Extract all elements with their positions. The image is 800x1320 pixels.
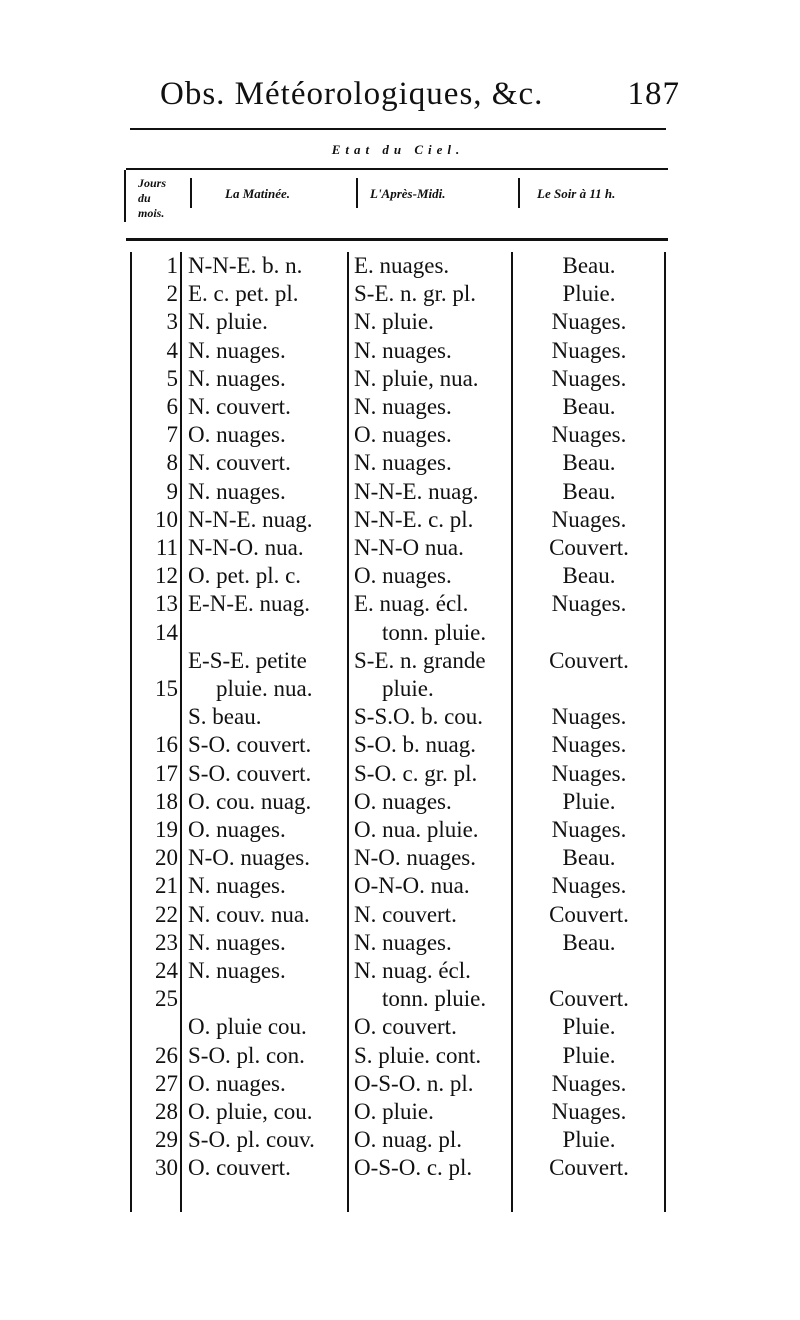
matinee-cell: pluie. nua. [216, 676, 313, 701]
header-divider [518, 178, 520, 208]
table-row [130, 478, 664, 506]
day-cell: 2 [166, 281, 178, 307]
day-cell: 20 [155, 845, 178, 871]
soir-cell: Pluie. [562, 1014, 616, 1040]
apres-midi-cell: E. nuag. écl. [354, 591, 469, 617]
apres-midi-cell: N. nuages. [354, 450, 452, 476]
matinee-cell: S-O. pl. couv. [188, 1127, 315, 1153]
day-cell: 28 [155, 1099, 178, 1124]
matinee-cell: N. pluie. [188, 309, 268, 335]
table-row [130, 675, 664, 703]
day-cell: 10 [155, 506, 178, 532]
table-row [130, 1154, 664, 1182]
matinee-cell: N-N-E. b. n. [188, 253, 303, 278]
matinee-cell: N. couvert. [188, 450, 291, 476]
soir-cell: Beau. [562, 253, 616, 278]
apres-midi-cell: N. nuages. [354, 929, 452, 955]
soir-cell: Nuages. [551, 365, 627, 391]
day-cell: 17 [155, 760, 178, 786]
apres-midi-cell: N-N-E. nuag. [354, 478, 479, 504]
table-row [130, 957, 664, 985]
soir-cell: Couvert. [549, 647, 629, 673]
matinee-cell: E-N-E. nuag. [188, 591, 310, 617]
matinee-cell: N. couvert. [188, 394, 291, 419]
table-row [130, 816, 664, 844]
day-cell: 16 [155, 732, 178, 758]
day-cell: 15 [155, 676, 178, 701]
matinee-cell: N. nuages. [188, 958, 286, 983]
soir-cell: Pluie. [562, 1127, 616, 1153]
day-cell: 27 [155, 1070, 178, 1096]
day-cell: 29 [155, 1127, 178, 1153]
table-row [130, 308, 664, 336]
apres-midi-cell: N. nuag. écl. [354, 958, 471, 983]
apres-midi-cell: O. nuages. [354, 422, 452, 448]
day-cell: 12 [155, 563, 178, 589]
table-row [130, 1042, 664, 1070]
column-header-jours: Jours du mois. [138, 176, 167, 220]
apres-midi-cell: N-O. nuages. [354, 845, 476, 871]
day-cell: 24 [155, 958, 178, 983]
table-row [130, 590, 664, 618]
apres-midi-cell: O. nuages. [354, 563, 452, 589]
soir-cell: Pluie. [562, 281, 616, 307]
table-row [130, 760, 664, 788]
soir-cell: Pluie. [562, 1042, 616, 1068]
day-cell: 30 [155, 1155, 178, 1181]
apres-midi-cell: O-S-O. c. pl. [354, 1155, 473, 1181]
day-cell: 22 [155, 901, 178, 927]
day-cell: 4 [166, 337, 178, 363]
apres-midi-cell: pluie. [382, 676, 434, 701]
apres-midi-cell: S-E. n. grande [354, 647, 486, 673]
matinee-cell: N. nuages. [188, 873, 286, 899]
header-divider [356, 178, 358, 208]
day-cell: 11 [155, 535, 178, 560]
soir-cell: Nuages. [551, 760, 627, 786]
apres-midi-cell: tonn. pluie. [382, 619, 487, 645]
apres-midi-cell: S-S.O. b. cou. [354, 704, 484, 730]
apres-midi-cell: N. couvert. [354, 901, 457, 927]
soir-cell: Nuages. [551, 1099, 627, 1124]
matinee-cell: N. couv. nua. [188, 901, 310, 927]
matinee-cell: N-N-E. nuag. [188, 506, 313, 532]
apres-midi-cell: N. nuages. [354, 394, 452, 419]
matinee-cell: O. couvert. [188, 1155, 291, 1181]
day-cell: 3 [166, 309, 178, 335]
soir-cell: Beau. [562, 394, 616, 419]
soir-cell: Nuages. [551, 309, 627, 335]
apres-midi-cell: O. nuag. pl. [354, 1127, 462, 1153]
soir-cell: Nuages. [551, 704, 627, 730]
table-row [130, 1013, 664, 1041]
apres-midi-cell: N. pluie. [354, 309, 434, 335]
soir-cell: Nuages. [551, 817, 627, 842]
apres-midi-cell: O. nuages. [354, 788, 452, 814]
page-number: 187 [627, 76, 680, 112]
table-row [130, 647, 664, 675]
apres-midi-cell: N. nuages. [354, 337, 452, 363]
section-title: Etat du Ciel. [331, 142, 465, 157]
matinee-cell: O. nuages. [188, 817, 286, 842]
matinee-cell: S. beau. [188, 704, 262, 730]
day-cell: 14 [155, 619, 178, 645]
matinee-cell: O. pet. pl. c. [188, 563, 302, 589]
table-row [130, 337, 664, 365]
table-row [130, 365, 664, 393]
apres-midi-cell: O. couvert. [354, 1014, 457, 1040]
table-row [130, 788, 664, 816]
header-rule-top [126, 168, 668, 170]
soir-cell: Nuages. [551, 422, 627, 448]
apres-midi-cell: N-N-O nua. [354, 535, 464, 560]
matinee-cell: N. nuages. [188, 929, 286, 955]
header-rule-bottom [126, 238, 668, 241]
matinee-cell: O. nuages. [188, 422, 286, 448]
apres-midi-cell: O-N-O. nua. [354, 873, 470, 899]
apres-midi-cell: E. nuages. [354, 253, 450, 278]
header-divider [190, 178, 192, 208]
soir-cell: Pluie. [562, 788, 616, 814]
soir-cell: Couvert. [549, 1155, 629, 1181]
table-row [130, 449, 664, 477]
matinee-cell: S-O. couvert. [188, 732, 312, 758]
table-row [130, 929, 664, 957]
table-row [130, 280, 664, 308]
matinee-cell: O. nuages. [188, 1070, 286, 1096]
day-cell: 1 [166, 253, 178, 278]
day-cell: 26 [155, 1042, 178, 1068]
matinee-cell: S-O. couvert. [188, 760, 312, 786]
head-rule [130, 128, 666, 130]
soir-cell: Nuages. [551, 591, 627, 617]
table-row [130, 421, 664, 449]
soir-cell: Nuages. [551, 873, 627, 899]
apres-midi-cell: O. pluie. [354, 1099, 434, 1124]
soir-cell: Couvert. [549, 986, 629, 1012]
soir-cell: Couvert. [549, 535, 629, 560]
apres-midi-cell: S-E. n. gr. pl. [354, 281, 477, 307]
matinee-cell: O. cou. nuag. [188, 788, 312, 814]
table-row [130, 1070, 664, 1098]
soir-cell: Beau. [562, 929, 616, 955]
column-header-apres-midi: L'Après-Midi. [370, 186, 446, 201]
day-cell: 21 [155, 873, 178, 899]
apres-midi-cell: tonn. pluie. [382, 986, 487, 1012]
apres-midi-cell: O-S-O. n. pl. [354, 1070, 474, 1096]
soir-cell: Couvert. [549, 901, 629, 927]
table-row [130, 506, 664, 534]
day-cell: 5 [166, 365, 178, 391]
matinee-cell: E. c. pet. pl. [188, 281, 299, 307]
table-row [130, 1126, 664, 1154]
matinee-cell: O. pluie cou. [188, 1014, 307, 1040]
table-row [130, 393, 664, 421]
matinee-cell: S-O. pl. con. [188, 1042, 305, 1068]
table-row [130, 619, 664, 647]
apres-midi-cell: O. nua. pluie. [354, 817, 479, 842]
matinee-cell: N-N-O. nua. [188, 535, 304, 560]
apres-midi-cell: S-O. b. nuag. [354, 732, 477, 758]
apres-midi-cell: S-O. c. gr. pl. [354, 760, 478, 786]
column-header-soir: Le Soir à 11 h. [537, 186, 616, 201]
table-row [130, 872, 664, 900]
table-border-right [664, 252, 666, 1212]
day-cell: 8 [166, 450, 178, 476]
day-cell: 9 [166, 478, 178, 504]
soir-cell: Nuages. [551, 337, 627, 363]
matinee-cell: N. nuages. [188, 365, 286, 391]
apres-midi-cell: N-N-E. c. pl. [354, 506, 474, 532]
table-row [130, 252, 664, 280]
soir-cell: Beau. [562, 845, 616, 871]
table-row [130, 731, 664, 759]
table-row [130, 844, 664, 872]
soir-cell: Beau. [562, 450, 616, 476]
header-left-bar [124, 170, 126, 222]
day-cell: 18 [155, 788, 178, 814]
column-header-matinee: La Matinée. [225, 186, 290, 201]
soir-cell: Nuages. [551, 732, 627, 758]
table-row [130, 985, 664, 1013]
table-row [130, 1098, 664, 1126]
matinee-cell: N-O. nuages. [188, 845, 310, 871]
matinee-cell: N. nuages. [188, 337, 286, 363]
soir-cell: Nuages. [551, 506, 627, 532]
matinee-cell: E-S-E. petite [188, 647, 307, 673]
day-cell: 6 [166, 394, 178, 419]
day-cell: 25 [155, 986, 178, 1012]
matinee-cell: N. nuages. [188, 478, 286, 504]
day-cell: 13 [155, 591, 178, 617]
apres-midi-cell: N. pluie, nua. [354, 365, 479, 391]
matinee-cell: O. pluie, cou. [188, 1099, 313, 1124]
table-row [130, 534, 664, 562]
soir-cell: Beau. [562, 478, 616, 504]
table-row [130, 562, 664, 590]
page-title: Obs. Météorologiques, &c. [160, 76, 544, 112]
day-cell: 19 [155, 817, 178, 842]
day-cell: 7 [166, 422, 178, 448]
day-cell: 23 [155, 929, 178, 955]
soir-cell: Beau. [562, 563, 616, 589]
apres-midi-cell: S. pluie. cont. [354, 1042, 482, 1068]
soir-cell: Nuages. [551, 1070, 627, 1096]
table-row [130, 901, 664, 929]
table-row [130, 703, 664, 731]
